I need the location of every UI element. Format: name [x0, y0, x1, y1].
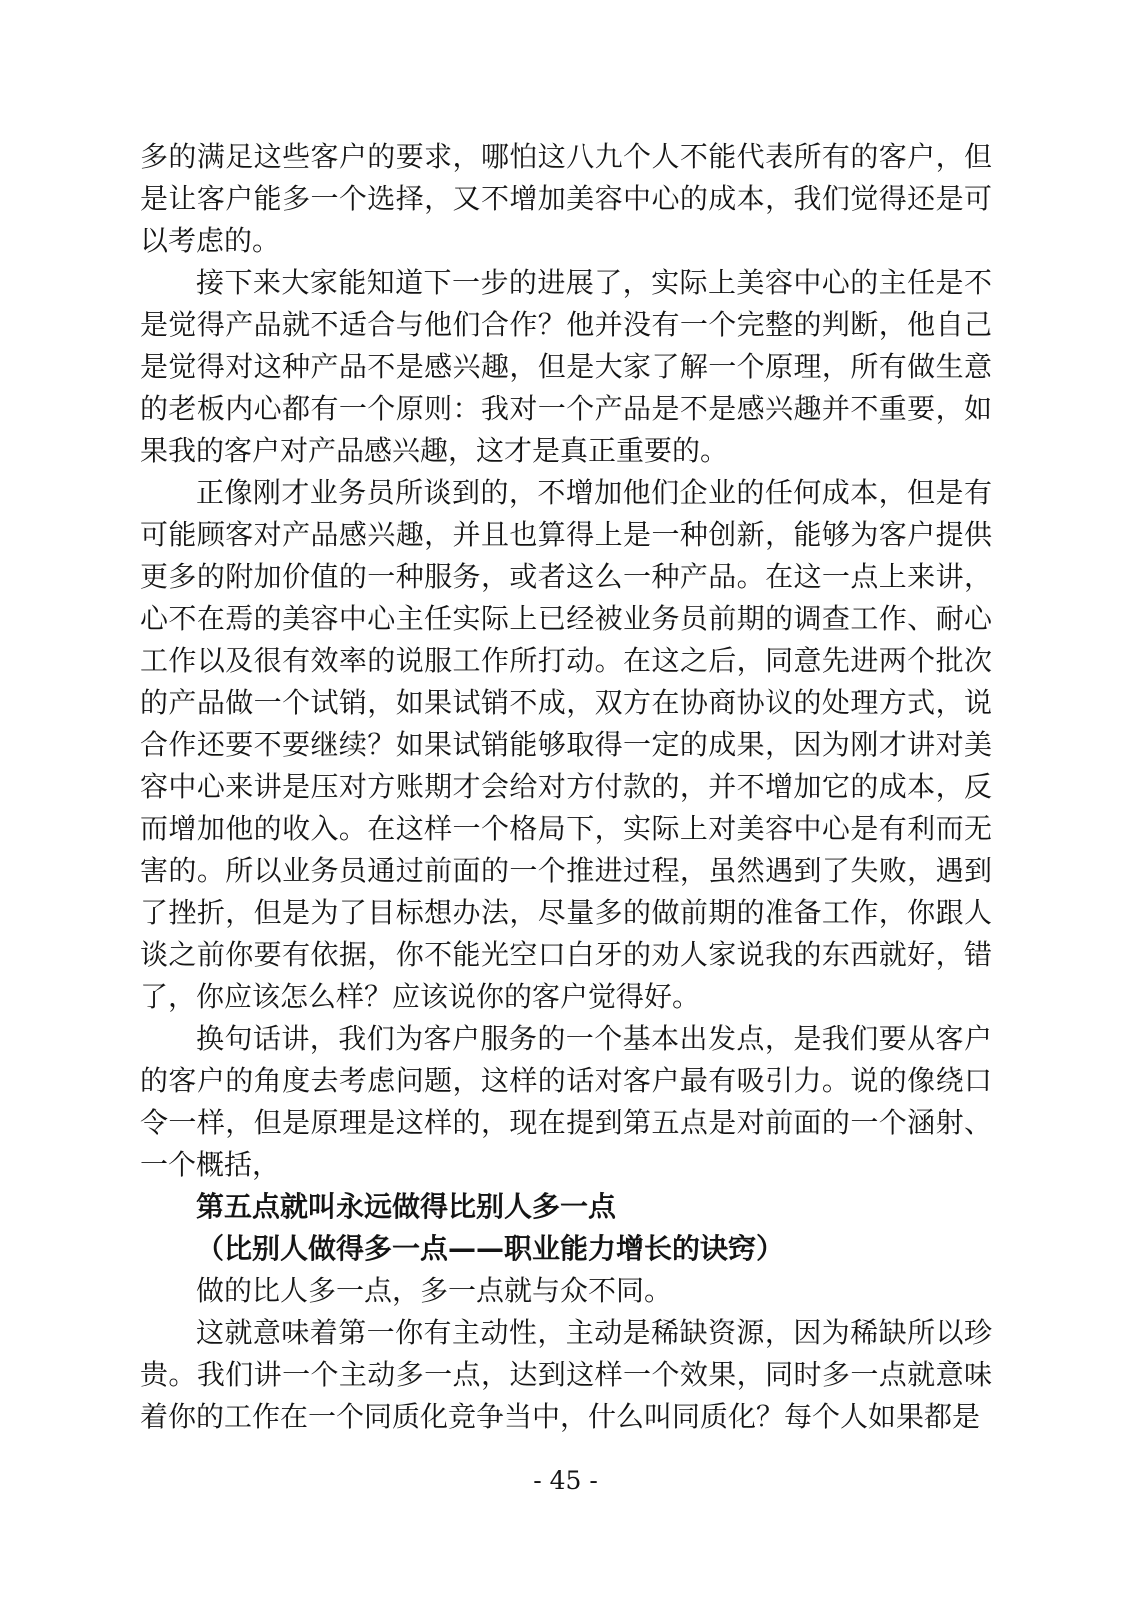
page-number: - 45 - — [533, 1466, 598, 1495]
text-block — [140, 136, 992, 1438]
paragraph-salesman-trial: 正像刚才业务员所谈到的，不增加他们企业的任何成本，但是有可能顾客对产品感兴趣，并且也算得上是一种创新，能够为客户提供更多的附加价值的一种服务，或者这么一种产品。在这一点上来讲，心不在焉的美容中心主任实际上已经被业务员前期的调查工作、耐心工作以及很有效率的说服工作所打动。在这之后，同意先进两个批次的产品做一个试销，如果试销不成，双方在协商协议的处理方式，说合作还要不要继续？如果试销能够取得一定的成果，因为刚才讲对美容中心来讲是压对方账期才会给对方付款的，并不增加它的成本，反而增加他的收入。在这样一个格局下，实际上对美容中心是有利而无害的。所以业务员通过前面的一个推进过程，虽然遇到了失败，遇到了挫折，但是为了目标想办法，尽量多的做前期的准备工作，你跟人谈之前你要有依据，你不能光空口白牙的劝人家说我的东西就好，错了，你应该怎么样？应该说你的客户觉得好。 — [140, 476, 992, 1013]
paragraph-customer-perspective: 换句话讲，我们为客户服务的一个基本出发点，是我们要从客户的客户的角度去考虑问题，这样的话对客户最有吸引力。说的像绕口令一样，但是原理是这样的，现在提到第五点是对前面的一个涵射、一个概括， — [140, 1022, 992, 1181]
paragraph-initiative: 这就意味着第一你有主动性，主动是稀缺资源，因为稀缺所以珍贵。我们讲一个主动多一点，达到这样一个效果，同时多一点就意味着你的工作在一个同质化竞争当中，什么叫同质化？每个人如果都是 — [140, 1316, 992, 1433]
paragraph-do-more: 做的比人多一点，多一点就与众不同。 — [196, 1274, 673, 1307]
section-heading-point-five: 第五点就叫永远做得比别人多一点 — [196, 1190, 617, 1223]
section-subheading-point-five: （比别人做得多一点——职业能力增长的诀窍） — [196, 1232, 785, 1265]
page-footer — [0, 1466, 1131, 1495]
paragraph-next-steps: 接下来大家能知道下一步的进展了，实际上美容中心的主任是不是觉得产品就不适合与他们合作？他并没有一个完整的判断，他自己是觉得对这种产品不是感兴趣，但是大家了解一个原理，所有做生意的老板内心都有一个原则：我对一个产品是不是感兴趣并不重要，如果我的客户对产品感兴趣，这才是真正重要的。 — [140, 266, 992, 467]
paragraph-continuation: 多的满足这些客户的要求，哪怕这八九个人不能代表所有的客户，但是让客户能多一个选择，又不增加美容中心的成本，我们觉得还是可以考虑的。 — [140, 140, 992, 257]
